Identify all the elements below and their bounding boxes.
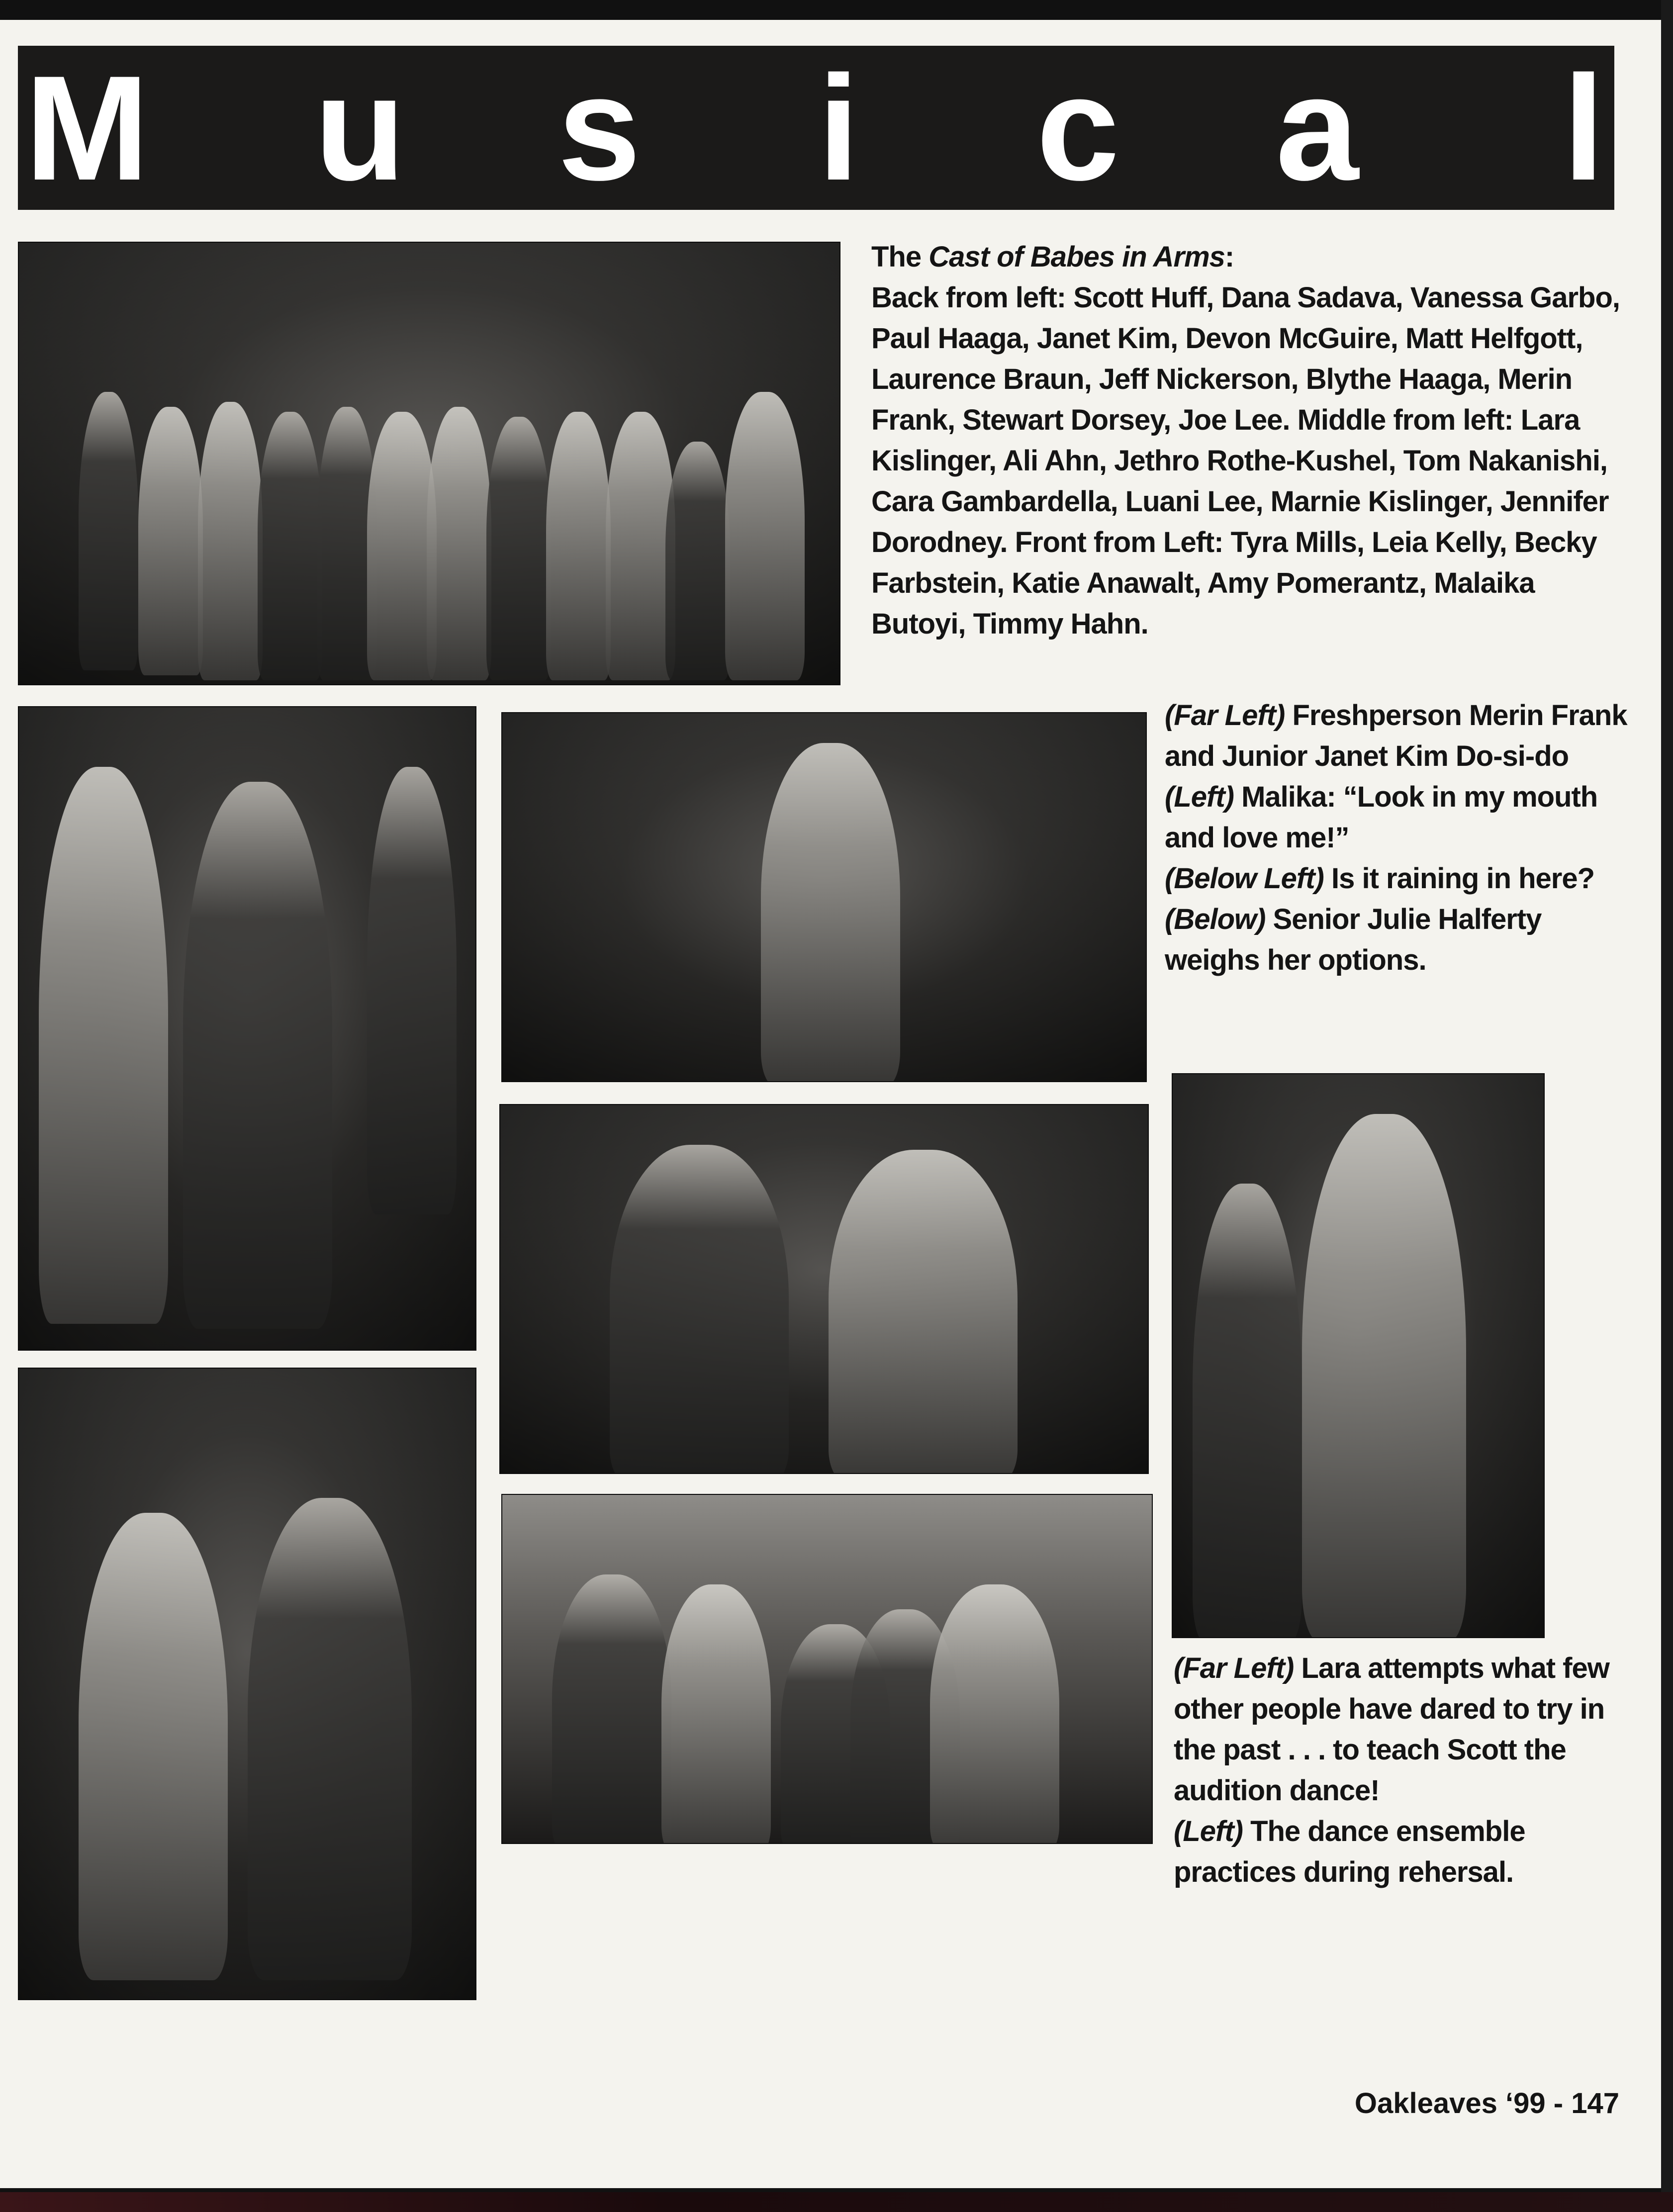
caption-text: Lara attempts what few other people have dared to try in the past . . . to teach Scott the audition dance!	[1174, 1652, 1609, 1807]
dance-ensemble-photo	[501, 1494, 1153, 1844]
julie-photo	[1172, 1073, 1545, 1638]
caption-item	[1165, 858, 1632, 899]
caption-item	[1165, 899, 1632, 981]
title-letter: a	[1276, 44, 1359, 211]
raining-photo	[499, 1104, 1149, 1474]
caption-lead: (Left)	[1165, 781, 1234, 813]
cast-caption	[871, 237, 1632, 645]
cast-group-photo	[18, 242, 840, 685]
cast-caption-lead: The	[871, 241, 929, 273]
page-edge	[1661, 0, 1673, 2212]
page-footer: Oakleaves ‘99 - 147	[1354, 2087, 1619, 2120]
lara-scott-photo	[18, 1368, 476, 2000]
title-letter: i	[818, 44, 859, 211]
caption-text: Senior Julie Halferty weighs her options.	[1165, 903, 1542, 976]
caption-item	[1165, 695, 1632, 777]
title-letter: l	[1563, 44, 1605, 211]
caption-text: Is it raining in here?	[1323, 862, 1595, 895]
caption-group-top	[1165, 695, 1632, 981]
dosido-photo	[18, 706, 476, 1351]
cast-caption-body: Back from left: Scott Huff, Dana Sadava, Vanessa Garbo, Paul Haaga, Janet Kim, Devon McGuire, Matt Helfgott, Laurence Braun, Jeff Nickerson, Blythe Haaga, Merin Frank, Stewart Dorsey, Joe Lee. Middle from left: Lara Kislinger, Ali Ahn, Jethro Rothe-Kushel, Tom Nakanishi, Cara Gambardella, Luani Lee, Marnie Kislinger, Jennifer Dorodney. Front from Left: Tyra Mills, Leia Kelly, Becky Farbstein, Katie Anawalt, Amy Pomerantz, Malaika Butoyi, Timmy Hahn.	[871, 281, 1620, 640]
cast-caption-colon: :	[1224, 241, 1234, 273]
caption-group-bottom	[1174, 1648, 1631, 1893]
caption-item	[1174, 1648, 1631, 1811]
title-letter: s	[558, 44, 641, 211]
caption-item	[1165, 777, 1632, 858]
caption-lead: (Far Left)	[1165, 699, 1285, 732]
caption-lead: (Left)	[1174, 1815, 1243, 1847]
title-letter: u	[314, 44, 406, 211]
caption-text: Malika: “Look in my mouth and love me!”	[1165, 781, 1598, 854]
caption-item	[1174, 1811, 1631, 1893]
caption-text: The dance ensemble practices during rehersal.	[1174, 1815, 1525, 1888]
caption-text: Freshperson Merin Frank and Junior Janet Kim Do-si-do	[1165, 699, 1627, 772]
page-edge-bottom	[0, 2192, 1673, 2212]
malika-photo	[501, 712, 1147, 1082]
title-letter: M	[25, 44, 149, 211]
caption-lead: (Below)	[1165, 903, 1266, 935]
title-letter: c	[1036, 44, 1119, 211]
title-banner	[18, 46, 1614, 210]
caption-lead: (Below Left)	[1165, 862, 1324, 895]
cast-caption-show-title: Cast of Babes in Arms	[929, 241, 1225, 273]
caption-lead: (Far Left)	[1174, 1652, 1294, 1684]
